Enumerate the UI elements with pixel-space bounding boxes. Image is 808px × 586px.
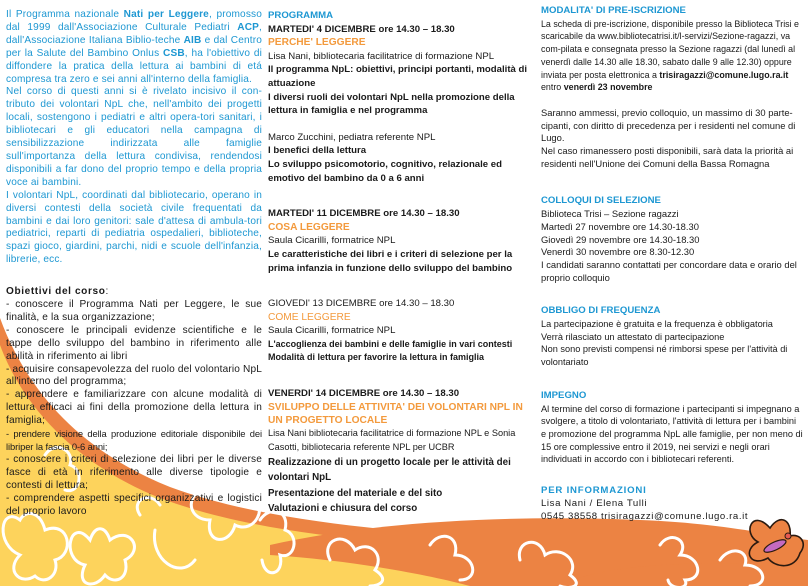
session-1: [268, 23, 530, 186]
intro-text: e dal Centro per la Salute del Bambino Onlus: [6, 34, 262, 59]
informazioni-title: PER INFORMAZIONI: [541, 485, 647, 497]
session-speaker: Saula Cicarilli, formatrice NPL: [268, 235, 396, 247]
colloqui-section: [541, 195, 803, 284]
impegno-text: Al termine del corso di formazione i partecipanti si impegnano a svolgere, a titolo di volontariato, l'attività di lettura per i bambini e promozione del programma NpL alle famiglie, per non meno di 15 ore complessive entro il 2019, nei servizi e negli orari individuati in accordo con i bibliotecari referenti.: [541, 403, 803, 465]
contact-names: Lisa Nani / Elena Tulli: [541, 497, 648, 509]
frequenza-title: OBBLIGO DI FREQUENZA: [541, 305, 661, 317]
session-topic: I benefici della lettura: [268, 145, 367, 157]
colloqui-line: Giovedì 29 novembre ore 14.30-18.30: [541, 233, 700, 245]
session-topic: Modalità di lettura per favorire la lettura in famiglia: [268, 352, 485, 363]
session-topic: Valutazioni e chiusura del corso: [268, 503, 418, 515]
session-speaker: Lisa Nani, bibliotecaria facilitatrice di formazione NPL: [268, 50, 495, 62]
session-speaker: Saula Cicarilli, formatrice NPL: [268, 325, 396, 337]
contact-phone-email[interactable]: 0545 38558 trisiragazzi@comune.lugo.ra.it: [541, 510, 749, 522]
intro-text: Il Programma nazionale: [6, 9, 124, 20]
objective-item: - conoscere i criteri di selezione dei libri per le diverse fasce di età in riferimento alle diverse tipologie e contesti di lettura;: [6, 453, 262, 491]
session-2: [268, 207, 530, 275]
preiscrizione-section: [541, 5, 803, 170]
frequenza-line: Non sono previsti compensi né rimborsi spese per l'attività di volontariato: [541, 344, 788, 368]
objective-item: - comprendere aspetti specifici organizzativi e logistici del proprio lavoro: [6, 492, 262, 517]
session-topic: Presentazione del materiale e del sito: [268, 487, 443, 499]
admission-text: Saranno ammessi, previo colloquio, un massimo di 30 parte-cipanti, con diritto di precedenza per i residenti nel comune di Lugo.: [541, 106, 796, 144]
preiscrizione-text-part: entro: [541, 82, 564, 93]
session-theme: COME LEGGERE: [268, 311, 351, 323]
left-column: [6, 9, 262, 518]
intro-text: , dall'Associazione Italiana Biblio-teche: [6, 21, 262, 46]
frequenza-section: [541, 305, 803, 369]
priority-text: Nel caso rimanessero posti disponibili, sarà data la priorità ai residenti nell'Unione dei Comuni della Bassa Romagna: [541, 145, 794, 169]
session-topic: Lo sviluppo psicomotorio, cognitivo, relazionale ed emotivo del bambino da 0 a 6 anni: [268, 158, 503, 184]
intro-paragraph-3: I volontari NpL, coordinati dal bibliotecario, operano in diversi contesti della società civile frequentati da bambini e dai loro genitori: sale d'attesa di ambula-tori pediatrici, reparti di pediatria ospedalieri, biblioteche, spazi gioco, giardini, parchi, nidi e scuole dell'infanzia, librerie, ecc.: [6, 189, 262, 266]
session-date: MARTEDI' 11 DICEMBRE ore 14.30 – 18.30: [268, 208, 460, 220]
objective-item: - conoscere le principali evidenze scientifiche e le tappe dello sviluppo del bambino in riferimento alle abilità in riferimento ai libri: [6, 324, 262, 362]
frequenza-line: La partecipazione è gratuita e la frequenza è obbligatoria: [541, 319, 773, 330]
email-link[interactable]: trisiragazzi@comune.lugo.ra.it: [659, 69, 789, 80]
info-column: [541, 5, 803, 523]
preiscrizione-text: [541, 18, 803, 94]
objectives-title: Obiettivi del corso: [6, 286, 106, 298]
intro-text: , promosso dal 1999 dall'Associazione Culturale Pediatri: [6, 9, 262, 33]
colloqui-line: Venerdì 30 novembre ore 8.30-12.30: [541, 246, 695, 258]
session-theme: PERCHE' LEGGERE: [268, 37, 366, 49]
intro-paragraph-2: Nel corso di questi anni si è rivelato incisivo il con-tributo dei volontari NpL che, nell'ambito dei progetti locali, sostengono i pediatri e altri opera-tori sanitari, i bibliotecari e gli educatori nella campagna di sensibilizzazione indirizzata alle famiglie sull'importanza della lettura condivisa, rendendosi disponibili a far dono del proprio tempo e della propria voce ai bambini.: [6, 86, 262, 188]
program-title: PROGRAMMA: [268, 10, 334, 21]
colloqui-line: Biblioteca Trisi – Sezione ragazzi: [541, 208, 679, 220]
frequenza-line: Verrà rilasciato un attestato di partecipazione: [541, 331, 725, 342]
session-theme: SVILUPPO DELLE ATTIVITA' DEI VOLONTARI NPL IN UN PROGETTO LOCALE: [268, 401, 523, 427]
preiscrizione-title: MODALITA' DI PRE-ISCRIZIONE: [541, 5, 686, 16]
session-theme: COSA LEGGERE: [268, 221, 350, 233]
intro-text: , ha l'obiettivo di diffondere la pratica della lettura ai bambini di etá compresa tra zero e sei anni all'interno della famiglia.: [6, 47, 262, 85]
deadline: venerdì 23 novembre: [563, 82, 653, 93]
objective-item: - conoscere il Programma Nati per Leggere, le sue finalità, e la sua organizzazione;: [6, 299, 262, 323]
session-topic: I diversi ruoli dei volontari NpL nella promozione della lettura in famiglia e nel programma: [268, 91, 515, 117]
program-name: Nati per Leggere: [123, 9, 209, 20]
objective-item: - prendere visione della produzione editoriale disponibile dei libriper la fascia 0-6 anni;: [6, 428, 262, 452]
intro-paragraph-1: [6, 9, 262, 86]
informazioni-section: [541, 485, 803, 523]
session-topic: Le caratteristiche dei libri e i criteri di selezione per la prima infanzia in funzione dello sviluppo del bambino: [268, 248, 513, 274]
session-topic: L'accoglienza dei bambini e delle famiglie in vari contesti: [268, 338, 513, 349]
session-date: VENERDI' 14 DICEMBRE ore 14.30 – 18.30: [268, 388, 460, 400]
program-column: [268, 9, 530, 517]
session-3: [268, 297, 530, 365]
objective-item: - acquisire consapevolezza del ruolo del volontario NpL all'interno del programma;: [6, 363, 262, 388]
session-date: GIOVEDI' 13 DICEMBRE ore 14.30 – 18.30: [268, 298, 455, 310]
colloqui-line: I candidati saranno contattati per concordare data e orario del proprio colloquio: [541, 258, 797, 283]
session-topic: Il programma NpL: obiettivi, principi portanti, modalità di attuazione: [268, 64, 528, 89]
session-4: [268, 387, 530, 517]
butterfly-icon: [749, 520, 803, 566]
impegno-title: IMPEGNO: [541, 389, 587, 401]
acronym-aib: AIB: [183, 34, 202, 46]
session-topic: Realizzazione di un progetto locale per le attività dei volontari NpL: [268, 456, 511, 484]
colloqui-line: Martedì 27 novembre ore 14.30-18.30: [541, 220, 699, 232]
acronym-csb: CSB: [163, 47, 185, 59]
impegno-section: [541, 390, 803, 466]
acronym-acp: ACP: [237, 21, 260, 33]
session-date: MARTEDI' 4 DICEMBRE ore 14.30 – 18.30: [268, 23, 455, 35]
preiscrizione-text-part: La scheda di pre-iscrizione, disponibile presso la Biblioteca Trisi e scaricabile da www.bibliotecatrisi.it/l-servizi/Sezione-ragazzi, va com-pilata e consegnata presso la Sezione ragazzi (dal lunedì al venerdì dalle 14.30 alle 18.30, sabato dalle 9 alle 12.30) oppure inviata per posta elettronica a: [541, 18, 799, 80]
objectives-list: [6, 299, 262, 518]
objective-item: - apprendere e familiarizzare con alcune modalità di lettura efficaci ai fini della promozione della lettura in famiglia;: [6, 389, 262, 427]
colloqui-title: COLLOQUI DI SELEZIONE: [541, 195, 661, 207]
session-speaker: Lisa Nani bibliotecaria facilitatrice di formazione NPL e Sonia Casotti, bibliotecaria referente NPL per UCBR: [268, 428, 516, 453]
objectives-heading: [6, 286, 262, 299]
session-speaker: Marco Zucchini, pediatra referente NPL: [268, 131, 436, 143]
objectives-colon: :: [105, 286, 109, 298]
